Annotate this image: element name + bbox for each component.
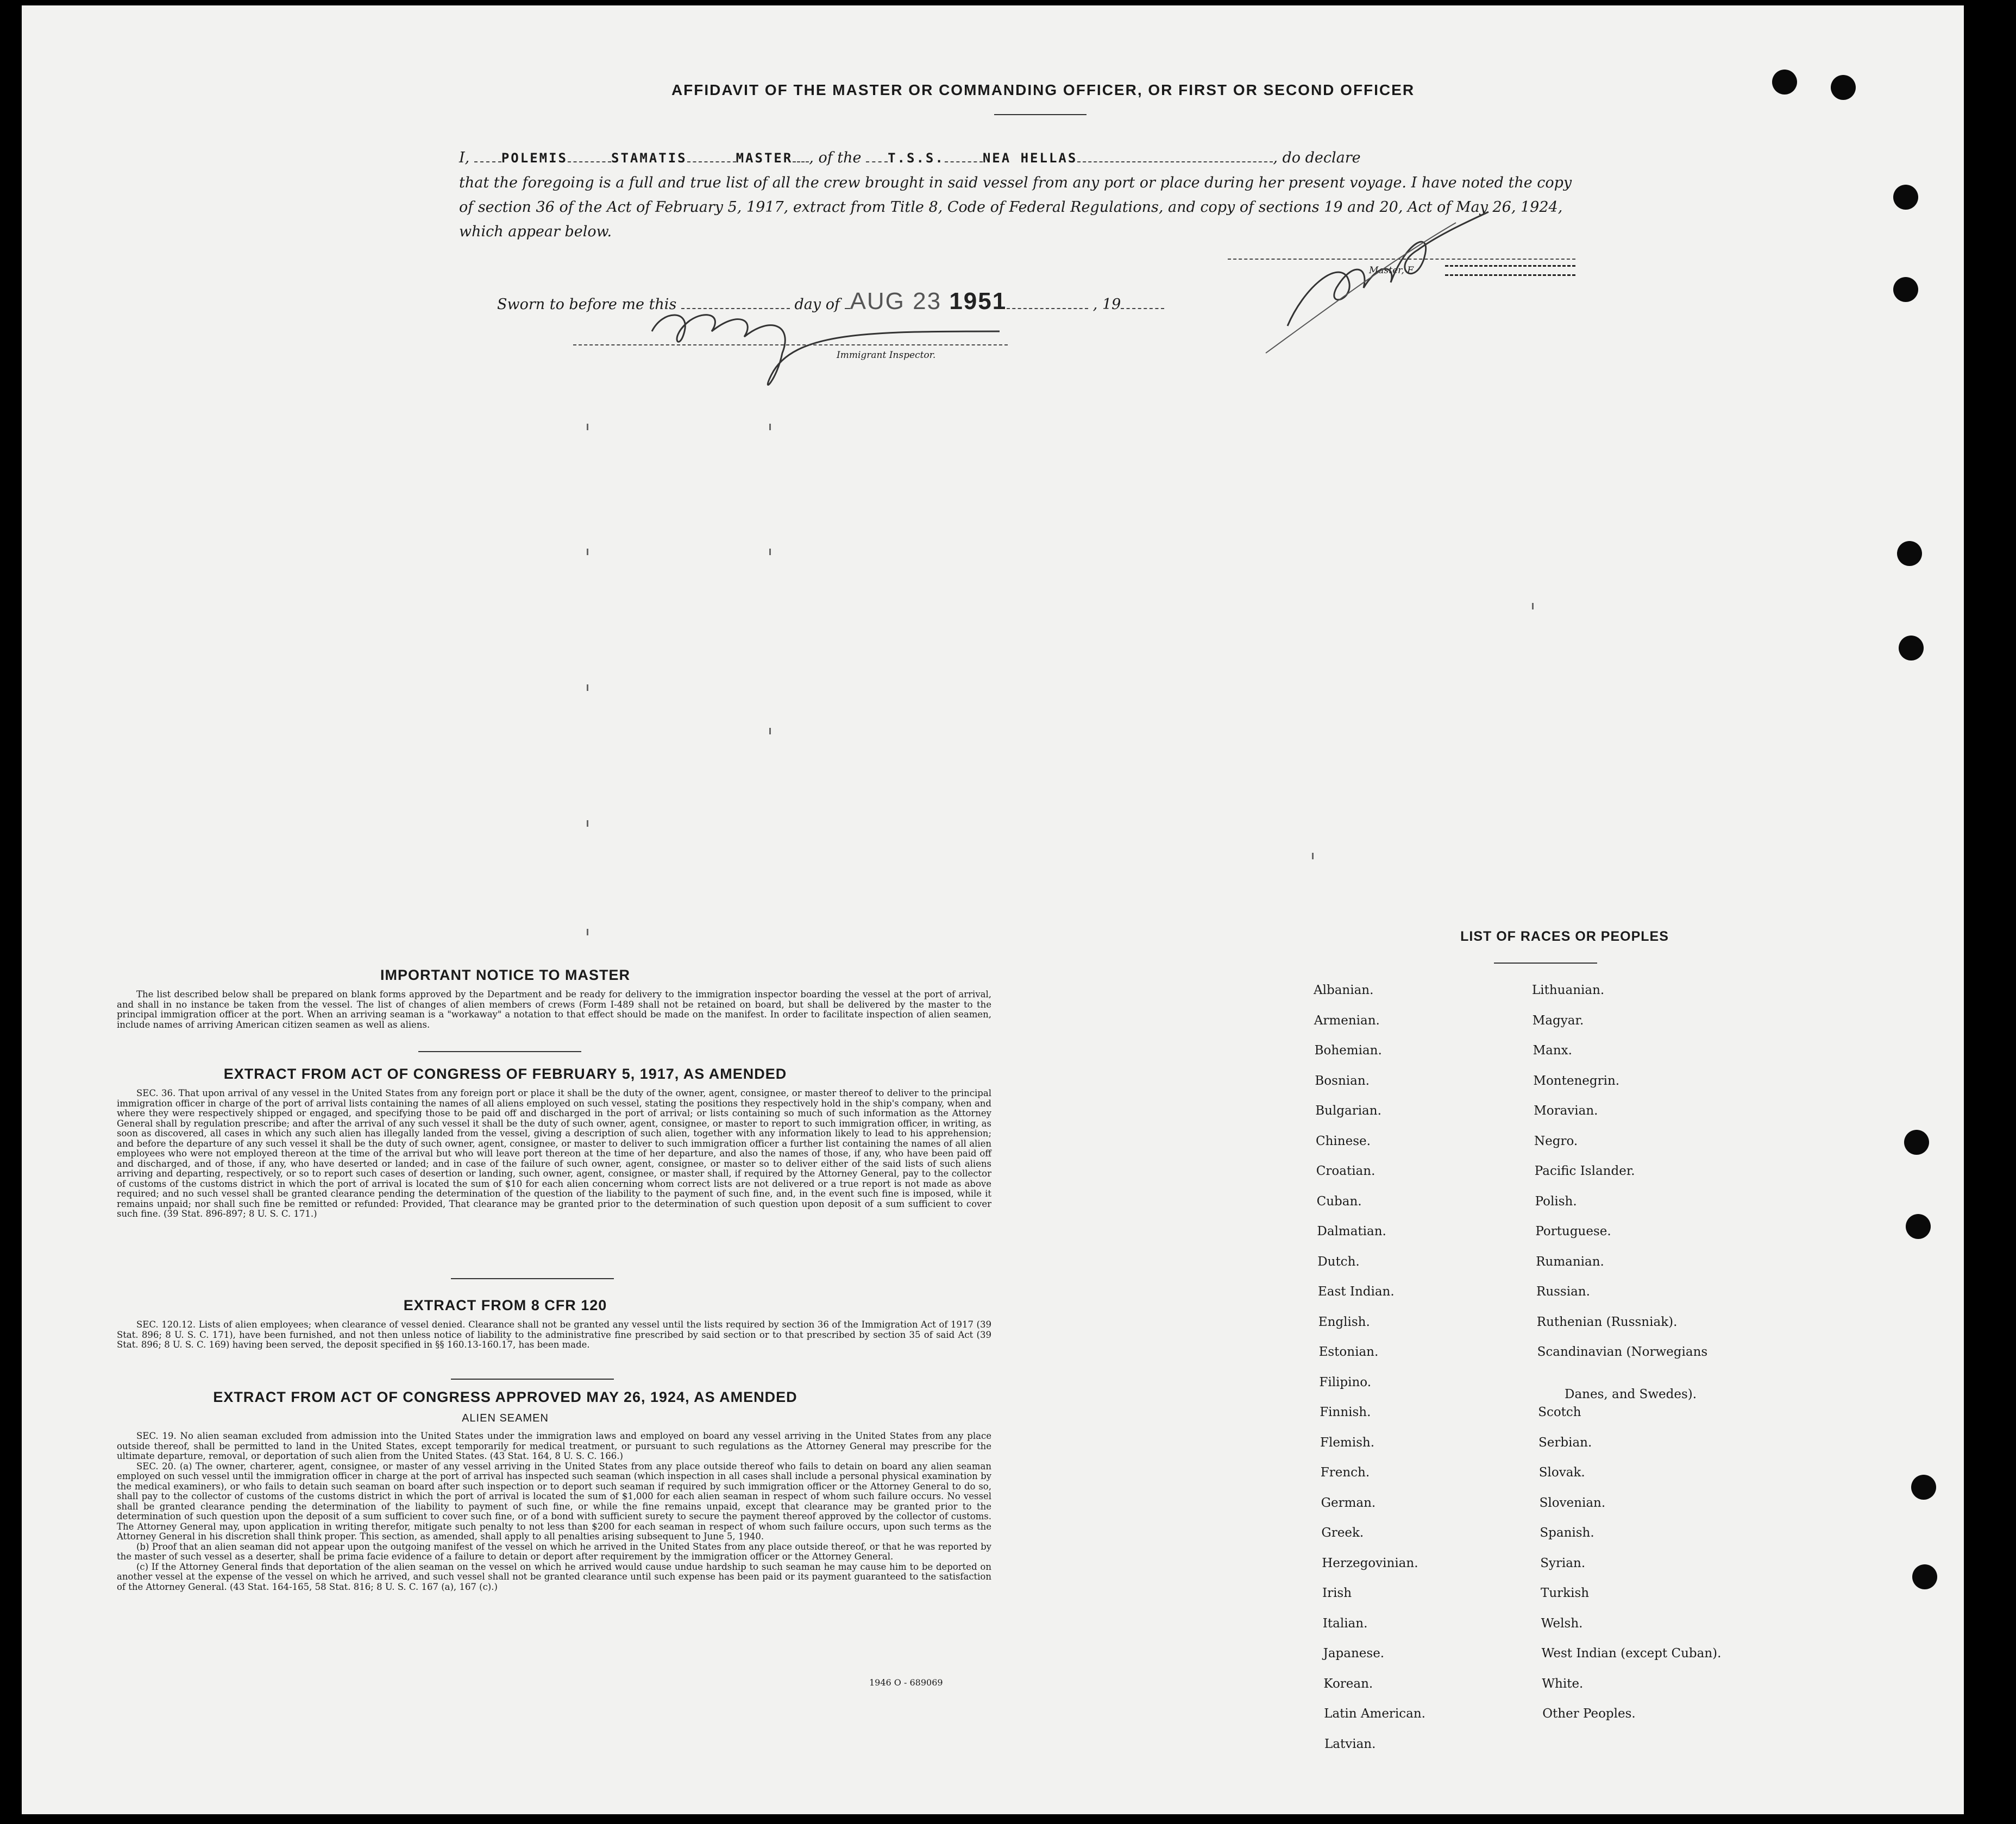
- race-item: Latin American.: [1324, 1707, 1425, 1721]
- master-signature: [1288, 212, 1489, 326]
- race-item: Korean.: [1323, 1676, 1373, 1691]
- race-item: Finnish.: [1320, 1405, 1371, 1419]
- extract-1924-text: [117, 1431, 991, 1592]
- race-item: Dutch.: [1317, 1254, 1360, 1269]
- race-item: Armenian.: [1314, 1013, 1380, 1028]
- vessel-name: NEA HELLAS: [982, 150, 1078, 166]
- notice-text: The list described below shall be prepared on blank forms approved by the Department and be ready for delivery to the immigration inspector boarding the vessel at the port of arrival, and shall in no instance be taken from the vessel. The list of changes of alien members of crews (Form I-489 shall not be retained on board, but shall be delivered by the master to the principal immigration officer at the port. When an arriving seaman is a "workaway" a notation to that effect should be made on the manifest. In order to facilitate inspection of alien seamen, include names of arriving American citizen seamen as well as aliens.: [117, 989, 991, 1030]
- master-rank: MASTER: [736, 150, 793, 166]
- race-item: French.: [1320, 1466, 1370, 1480]
- race-item: Estonian.: [1318, 1345, 1379, 1359]
- race-item: Scandinavian (Norwegians: [1537, 1345, 1708, 1359]
- declare-label: , do declare: [1273, 149, 1361, 166]
- race-item: Greek.: [1321, 1526, 1364, 1540]
- race-item: Latvian.: [1324, 1737, 1376, 1751]
- race-item: Lithuanian.: [1532, 983, 1605, 997]
- race-item: Turkish: [1541, 1586, 1590, 1600]
- race-item: Montenegrin.: [1533, 1073, 1620, 1088]
- race-item: Herzegovinian.: [1322, 1556, 1418, 1570]
- race-item: Serbian.: [1538, 1435, 1592, 1450]
- section-20c: (c) If the Attorney General finds that deportation of the alien seaman on the vessel on which he arrived would cause undue hardship to such seaman he may cause him to be deported on another vessel at the expense of the vessel on which he arrived, and such vessel shall not be granted clearance until such expense has been paid or its payment guaranteed to the satisfaction of the Attorney General. (43 Stat. 164-165, 58 Stat. 816; 8 U. S. C. 167 (a), 167 (c).): [117, 1561, 991, 1592]
- race-item: Moravian.: [1534, 1104, 1598, 1118]
- race-item: Bohemian.: [1314, 1043, 1382, 1058]
- vessel-prefix: T.S.S.: [888, 150, 945, 166]
- date-stamp-year: 1951: [949, 288, 1007, 315]
- race-item: Bosnian.: [1315, 1073, 1370, 1088]
- section-20b: (b) Proof that an alien seaman did not appear upon the outgoing manifest of the vessel on which he arrived in the United States from any place outside thereof, or that he was reported by the master of such vessel as a deserter, shall be prima facie evidence of a failure to detain or deport after requirement by the immigration officer or the Attorney General.: [117, 1541, 991, 1562]
- race-item: Chinese.: [1316, 1134, 1371, 1148]
- race-item: Magyar.: [1532, 1013, 1584, 1028]
- race-item: Irish: [1322, 1586, 1352, 1600]
- race-item: Spanish.: [1540, 1526, 1594, 1540]
- extract-1924-subtitle: ALIEN SEAMEN: [462, 1412, 549, 1424]
- day-of-label: day of: [794, 296, 840, 313]
- of-the-label: , of the: [809, 149, 862, 166]
- master-second-name: STAMATIS: [611, 150, 687, 166]
- race-item: Cuban.: [1316, 1194, 1362, 1209]
- race-item: Bulgarian.: [1315, 1104, 1381, 1118]
- race-item: East Indian.: [1318, 1285, 1395, 1299]
- inspector-signature: [652, 315, 1000, 385]
- extract-cfr-text: SEC. 120.12. Lists of alien employees; when clearance of vessel denied. Clearance shall not be granted any vessel until the lists required by section 36 of the Immigration Act of 1917 (39 Stat. 896; 8 U. S. C. 171), have been furnished, and not then unless notice of liability to the administrative fine prescribed by said section or to that prescribed by section 35 of said Act (39 Stat. 896; 8 U. S. C. 169) having been served, the deposit specified in §§ 160.13-160.17, has been made.: [117, 1319, 991, 1350]
- race-item: English.: [1318, 1314, 1370, 1329]
- race-item: Ruthenian (Russniak).: [1536, 1314, 1678, 1329]
- pronoun: I,: [459, 149, 470, 166]
- race-item: Rumanian.: [1536, 1254, 1604, 1269]
- extract-1924-title: EXTRACT FROM ACT OF CONGRESS APPROVED MAY 26, 1924, AS AMENDED: [213, 1389, 797, 1405]
- extract-cfr-title: EXTRACT FROM 8 CFR 120: [403, 1297, 607, 1313]
- race-item: German.: [1321, 1495, 1376, 1510]
- race-item: West Indian (except Cuban).: [1541, 1646, 1722, 1661]
- race-item: Negro.: [1534, 1134, 1578, 1148]
- year-prefix: , 19: [1092, 296, 1121, 313]
- race-item: Russian.: [1536, 1285, 1590, 1299]
- race-item: Dalmatian.: [1317, 1224, 1386, 1238]
- extract-1917-text: SEC. 36. That upon arrival of any vessel in the United States from any foreign port or place it shall be the duty of the owner, agent, consignee, or master thereof to deliver to the principal immigration officer in charge of the port of arrival lists containing the names of all aliens employed on such vessel, stating the positions they respectively hold in the ship's company, when and where they were respectively shipped or engaged, and specifying those to be paid off and discharged in the port of arrival; or lists containing so much of such information as the Attorney General shall by regulation prescribe; and after the arrival of any such vessel it shall be the duty of such owner, agent, consignee, or master to report to such immigration officer, in writing, as soon as discovered, all cases in which any such alien has illegally landed from the vessel, giving a description of such alien, together with any information likely to lead to his apprehension; and before the departure of any such vessel it shall be the duty of such owner, agent, consignee, or master to deliver to such immigration officer a further list containing the names of all alien employees who were not employed thereon at the time of the arrival but who will leave port thereon at the time of her departure, and also the names of those, if any, who have been paid off and discharged, and of those, if any, who have deserted or landed; and in case of the failure of such owner, agent, consignee, or master so to deliver either of the said lists of such aliens arriving and departing, respectively, or so to report such cases of desertion or landing, such owner, agent, consignee, or master shall, if required by the Attorney General, pay to the collector of customs of the customs district in which the port of arrival is located the sum of $10 for each alien concerning whom correct lists are not delivered or a true report is not made as above required; and no such vessel shall be granted clearance pending the determination of the question of the liability to the payment of such fine, and, in the event such fine is imposed, while it remains unpaid; nor shall such fine be remitted or refunded: Provided, That clearance may be granted prior to the determination of such question upon deposit of a sum sufficient to cover such fine. (39 Stat. 896-897; 8 U. S. C. 171.): [117, 1088, 991, 1219]
- inspector-label: Immigrant Inspector.: [837, 350, 936, 361]
- races-title: LIST OF RACES OR PEOPLES: [1460, 929, 1669, 944]
- race-item: Pacific Islander.: [1534, 1164, 1635, 1178]
- form-title: AFFIDAVIT OF THE MASTER OR COMMANDING OFFICER, OR FIRST OR SECOND OFFICER: [671, 81, 1415, 98]
- race-item: Portuguese.: [1535, 1224, 1611, 1238]
- section-20a: SEC. 20. (a) The owner, charterer, agent, consignee, or master of any vessel arriving in the United States from any place outside thereof who fails to detain on board any alien seaman employed on such vessel until the immigration officer in charge at the port of arrival has inspected such seaman (which inspection in all cases shall include a personal physical examination by the medical examiners), or who fails to detain such seaman on board after such inspection or to deport such seaman if required by such immigration officer or the Attorney General to do so, shall pay to the collector of customs of the customs district in which the port of arrival is located the sum of $1,000 for each alien seaman in respect of whom such failure occurs. No vessel shall be granted clearance pending the determination of the liability to payment of such fine, or while the fine remains unpaid, except that clearance may be granted prior to the determination of such question upon the deposit of a sum sufficient to cover such fine, or of a bond with sufficient surety to secure the payment thereof approved by the collector of customs. The Attorney General may, upon application in writing therefor, mitigate such penalty to not less than $200 for each seaman in respect of whom such failure occurs, upon such terms as the Attorney General in his discretion shall think proper. This section, as amended, shall apply to all penalties arising subsequent to June 5, 1940.: [117, 1461, 991, 1542]
- master-first-name: POLEMIS: [501, 150, 568, 166]
- race-item: Manx.: [1533, 1043, 1572, 1058]
- extract-1917-title: EXTRACT FROM ACT OF CONGRESS OF FEBRUARY 5, 1917, AS AMENDED: [223, 1066, 787, 1082]
- race-item: Croatian.: [1316, 1164, 1376, 1178]
- form-sheet: [22, 5, 1964, 1814]
- race-item: Flemish.: [1320, 1435, 1375, 1450]
- race-item: Welsh.: [1541, 1616, 1583, 1631]
- race-item: Filipino.: [1319, 1375, 1372, 1389]
- print-code: 1946 O - 689069: [869, 1677, 943, 1688]
- race-item: Scotch: [1538, 1405, 1581, 1419]
- master-label: Master, F: [1369, 265, 1414, 276]
- race-item: Other Peoples.: [1542, 1707, 1636, 1721]
- race-item: Slovak.: [1538, 1466, 1585, 1480]
- race-item: Italian.: [1322, 1616, 1368, 1631]
- race-item: Albanian.: [1314, 983, 1374, 997]
- notice-title: IMPORTANT NOTICE TO MASTER: [380, 967, 630, 983]
- race-item: Danes, and Swedes).: [1565, 1387, 1697, 1401]
- race-item: Slovenian.: [1539, 1495, 1606, 1510]
- date-stamp-month-day: AUG 23: [850, 288, 942, 315]
- section-19: SEC. 19. No alien seaman excluded from admission into the United States under the immigration laws and employed on board any vessel arriving in the United States from any place outside thereof, shall be permitted to land in the United States, except temporarily for medical treatment, or pursuant to such regulations as the Attorney General may prescribe for the ultimate departure, removal, or deportation of such alien from the United States. (43 Stat. 164, 8 U. S. C. 166.): [117, 1431, 991, 1461]
- race-item: Syrian.: [1540, 1556, 1586, 1570]
- sworn-label: Sworn to before me this: [497, 296, 677, 313]
- race-item: Japanese.: [1323, 1646, 1385, 1661]
- declaration-body: that the foregoing is a full and true list of all the crew brought in said vessel from any port or place during her present voyage. I have noted the copy of section 36 of the Act of February 5, 1917, extract from Title 8, Code of Federal Regulations, and copy of sections 19 and 20, Act of May 26, 1924, which appear below.: [459, 174, 1572, 240]
- race-item: White.: [1542, 1676, 1584, 1691]
- race-item: Polish.: [1535, 1194, 1577, 1209]
